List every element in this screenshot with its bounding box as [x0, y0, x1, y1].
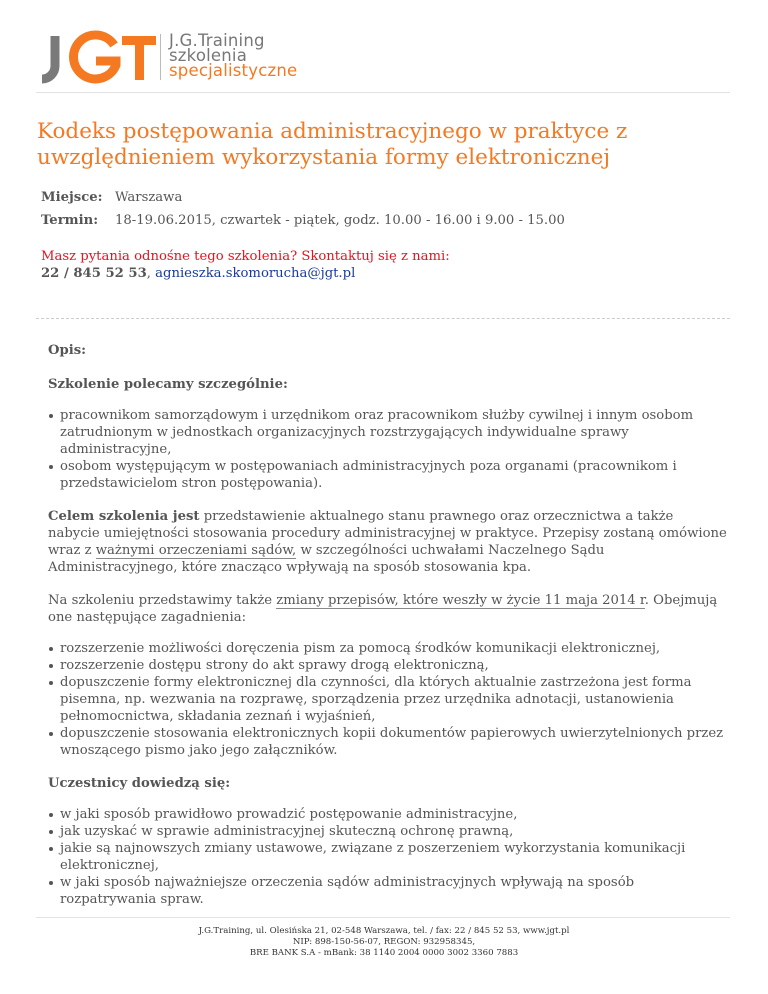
logo-tagline-2: specjalistyczne	[169, 61, 298, 80]
list-item: pracownikom samorządowym i urzędnikom oraz pracownikom służby cywilnej i innym osobom zatrudnionym w jednostkach organizacyjnych rozstrzygających indywidualne sprawy administracyjne,	[48, 407, 728, 458]
place-value: Warszawa	[115, 190, 183, 205]
logo-company-name: J.G.Training	[169, 31, 265, 50]
contact-email-link[interactable]: agnieszka.skomorucha@jgt.pl	[155, 266, 356, 281]
law-changes-link[interactable]: zmiany przepisów, które weszły w życie 11 maja 2014 r	[276, 593, 645, 608]
list-item: dopuszczenie stosowania elektronicznych kopii dokumentów papierowych uwierzytelnionych przez wnoszącego pismo jako jego załączników.	[48, 725, 728, 759]
footer-address: J.G.Training, ul. Olesińska 21, 02-548 Warszawa, tel. / fax: 22 / 845 52 53, www.jgt.pl	[198, 926, 570, 936]
recommend-heading: Szkolenie polecamy szczególnie:	[48, 377, 288, 392]
info-date-row	[41, 213, 565, 228]
date-value: 18-19.06.2015, czwartek - piątek, godz. 10.00 - 16.00 i 9.00 - 15.00	[115, 213, 565, 228]
goal-bold: Celem szkolenia jest	[48, 509, 200, 524]
footer-tax-ids: NIP: 898-150-56-07, REGON: 932958345,	[292, 937, 476, 947]
contact-phone: 22 / 845 52 53	[41, 266, 147, 281]
footer-divider	[36, 917, 730, 918]
list-item: rozszerzenie możliwości doręczenia pism za pomocą środków komunikacji elektronicznej,	[48, 640, 728, 657]
logo-tagline-1: szkolenia	[169, 46, 248, 65]
changes-text-1: Na szkoleniu przedstawimy także	[48, 593, 277, 608]
opis-heading: Opis:	[48, 343, 87, 358]
list-item: w jaki sposób prawidłowo prowadzić postępowanie administracyjne,	[48, 806, 728, 823]
place-label: Miejsce:	[41, 190, 103, 205]
description-section	[48, 342, 728, 908]
jgt-logo-mark	[38, 30, 156, 86]
changes-text-2: . Obejmują one następujące zagadnienia:	[48, 593, 718, 625]
list-item: osobom występującym w postępowaniach administracyjnych poza organami (pracownikom i przedstawicielom stron postępowania).	[48, 458, 728, 492]
learn-list	[48, 806, 728, 908]
page-title: Kodeks postępowania administracyjnego w praktyce z uwzględnieniem wykorzystania formy elektronicznej	[37, 119, 628, 170]
contact-question: Masz pytania odnośne tego szkolenia? Skontaktuj się z nami:	[41, 249, 450, 264]
list-item: w jaki sposób najważniejsze orzeczenia sądów administracyjnych wpływają na sposób rozpatrywania spraw.	[48, 874, 728, 908]
list-item: rozszerzenie dostępu strony do akt sprawy drogą elektroniczną,	[48, 657, 728, 674]
list-item: jak uzyskać w sprawie administracyjnej skuteczną ochronę prawną,	[48, 823, 728, 840]
footer	[0, 926, 768, 959]
recommend-list	[48, 407, 728, 492]
header-divider	[36, 92, 730, 93]
list-item: dopuszczenie formy elektronicznej dla czynności, dla których aktualnie zastrzeżona jest forma pisemna, np. wezwania na rozprawę, sporządzenia przez urzędnika adnotacji, ustanowienia pełnomocnictwa, składania zeznań i wyjaśnień,	[48, 674, 728, 725]
changes-list	[48, 640, 728, 759]
learn-heading: Uczestnicy dowiedzą się:	[48, 776, 231, 791]
goal-paragraph	[48, 508, 728, 576]
changes-paragraph	[48, 592, 728, 626]
court-rulings-link[interactable]: ważnymi orzeczeniami sądów,	[95, 543, 297, 558]
footer-bank: BRE BANK S.A - mBank: 38 1140 2004 0000 3002 3360 7883	[249, 948, 519, 958]
list-item: jakie są najnowszych zmiany ustawowe, związane z poszerzeniem wykorzystania komunikacji elektronicznej,	[48, 840, 728, 874]
contact-line: 22 / 845 52 53, agnieszka.skomorucha@jgt.pl	[41, 266, 356, 281]
logo	[38, 30, 297, 86]
dashed-divider	[36, 318, 730, 319]
goal-text-1: przedstawienie aktualnego stanu prawnego oraz orzecznictwa a także nabycie umiejętności stosowania procedury administracyjnej w praktyce. Przepisy zostaną omówione wraz z	[48, 509, 727, 558]
date-label: Termin:	[41, 213, 99, 228]
logo-divider	[160, 34, 161, 80]
goal-text-2: w szczególności uchwałami Naczelnego Sądu Administracyjnego, które znacząco wpływają na sposób stosowania kpa.	[48, 543, 605, 575]
logo-text	[169, 30, 297, 78]
info-place-row	[41, 190, 182, 205]
